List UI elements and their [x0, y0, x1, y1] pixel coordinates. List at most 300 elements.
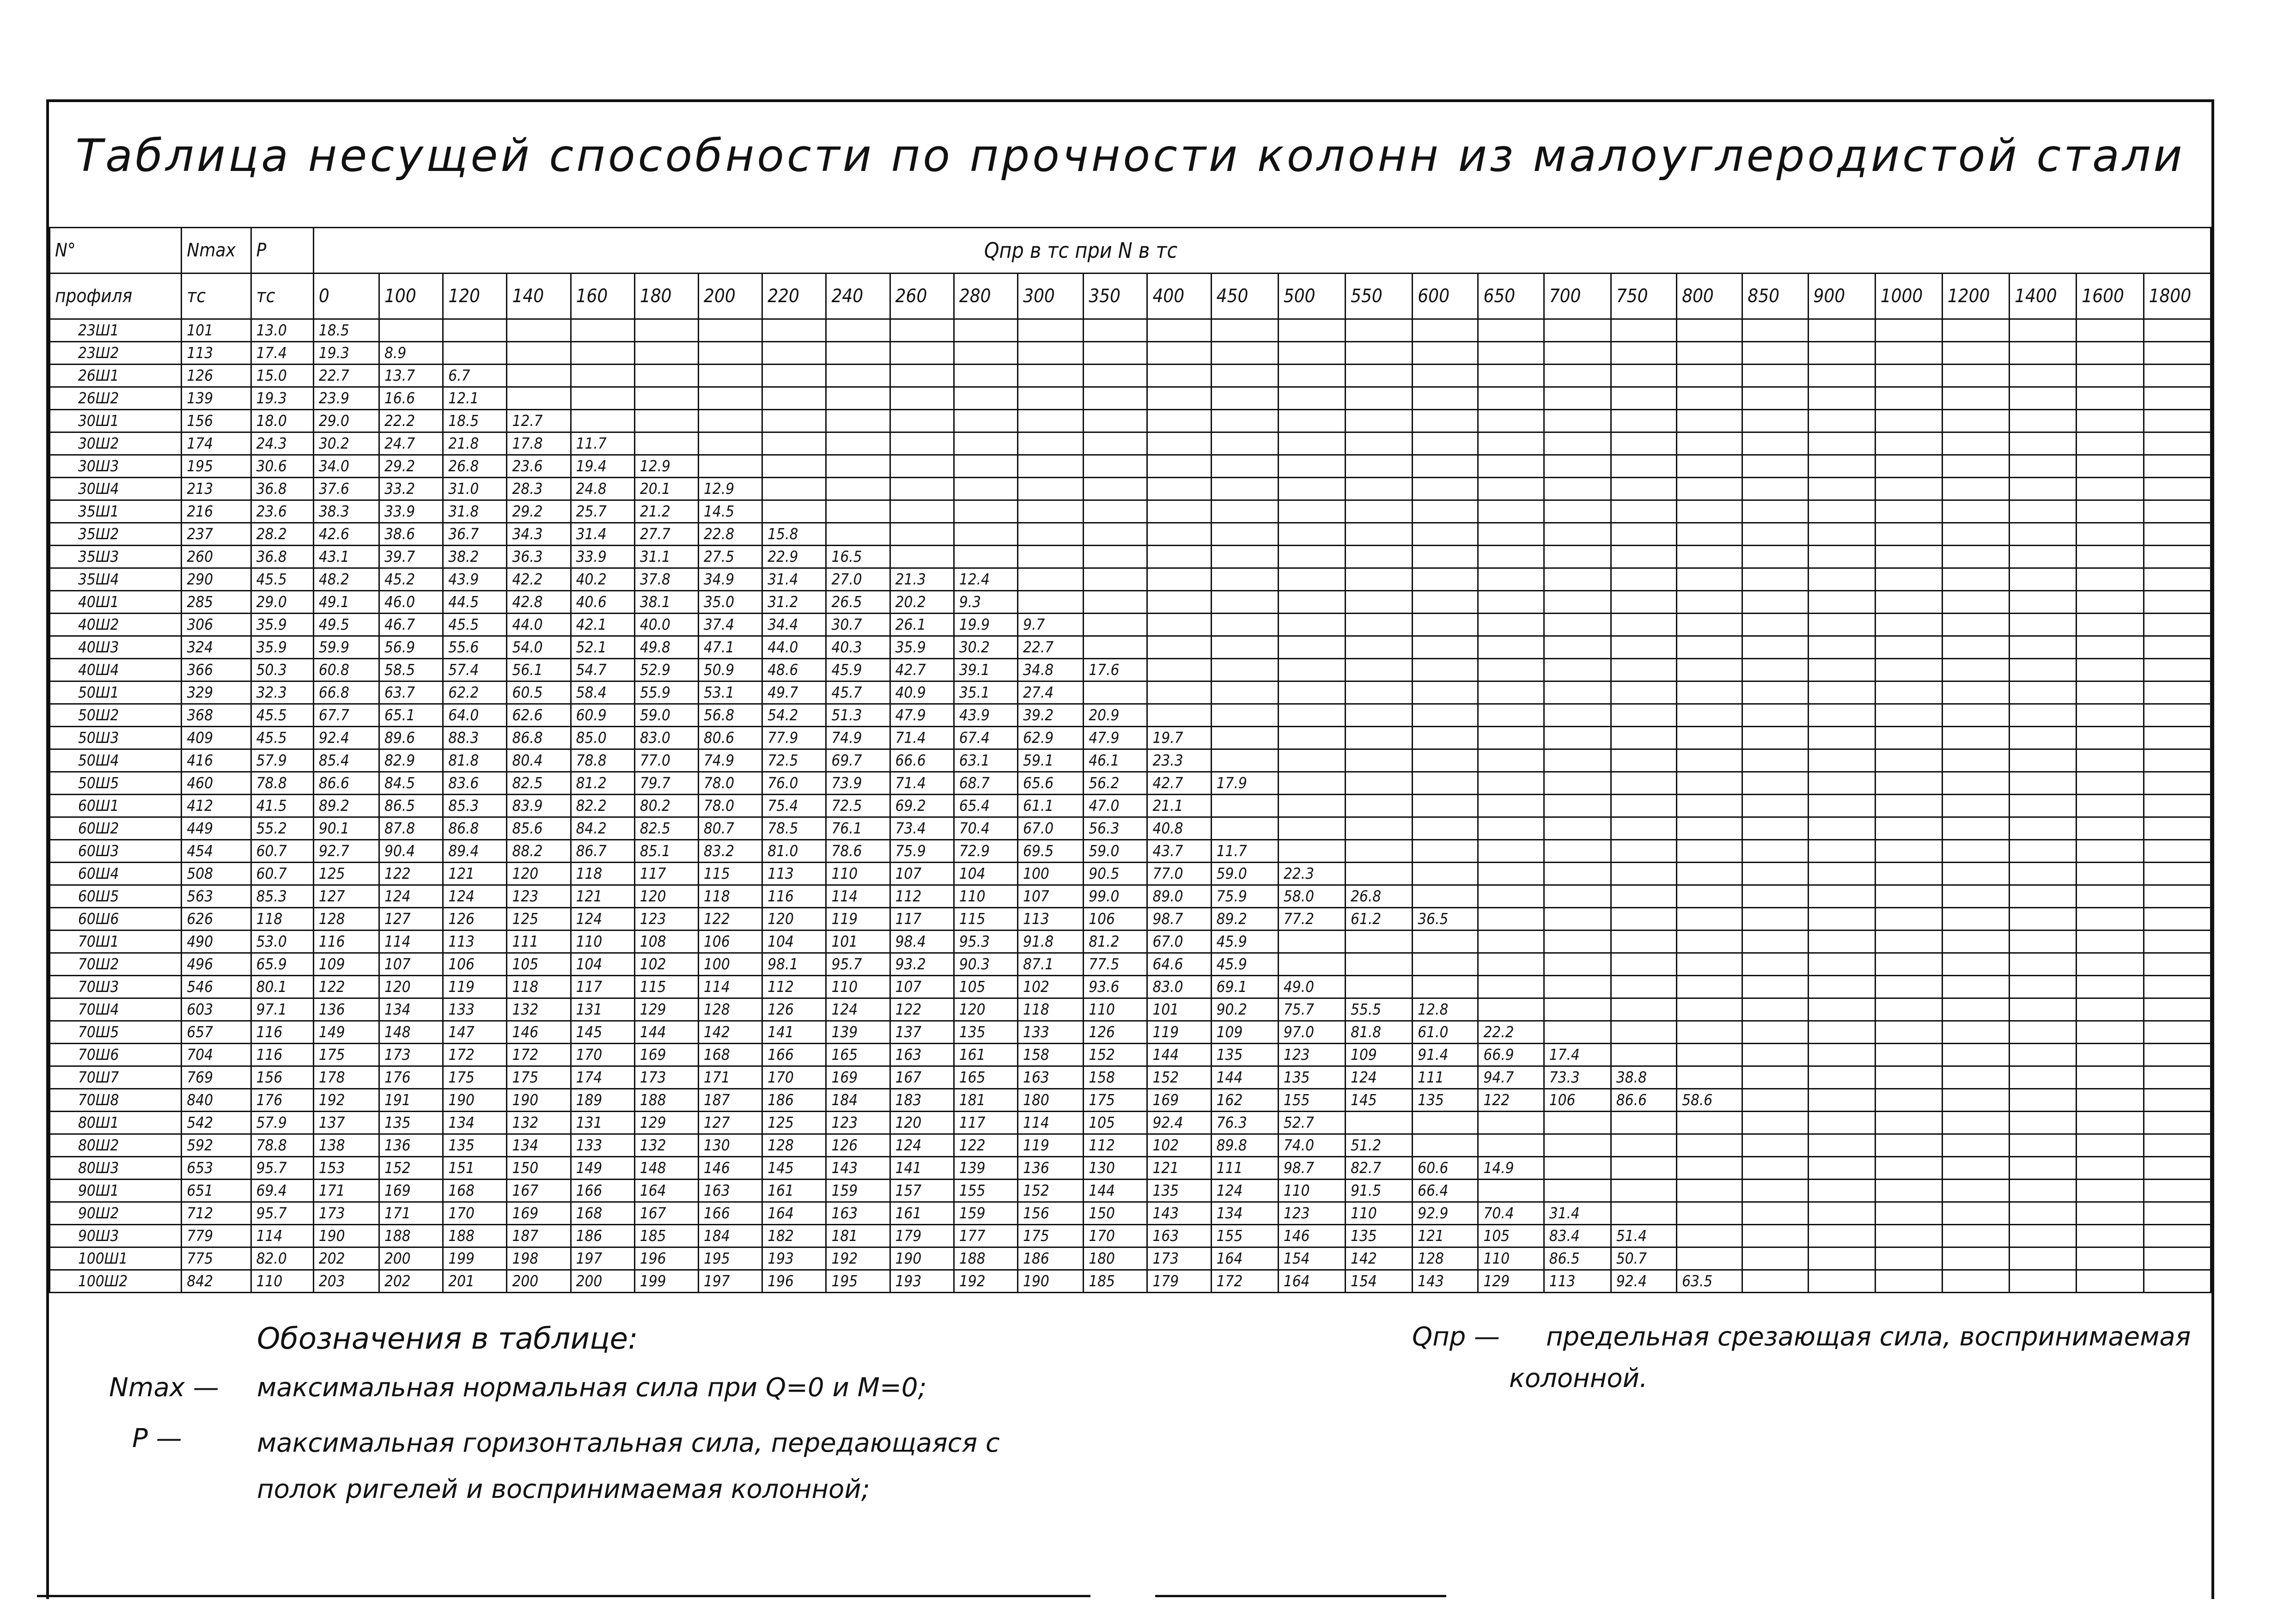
empty-cell	[634, 387, 698, 410]
empty-cell	[1742, 681, 1808, 704]
empty-cell	[1413, 387, 1478, 410]
empty-cell	[1278, 727, 1345, 749]
empty-cell	[2010, 1089, 2077, 1112]
q-cell: 76.0	[762, 772, 826, 795]
empty-cell	[1677, 1225, 1742, 1247]
q-cell: 42.1	[571, 614, 634, 636]
q-cell: 26.1	[890, 614, 954, 636]
empty-cell	[1808, 1112, 1875, 1134]
q-cell: 82.5	[634, 817, 698, 840]
q-cell: 144	[1147, 1044, 1211, 1066]
q-cell: 113	[443, 931, 507, 953]
q-cell: 89.8	[1211, 1134, 1278, 1157]
empty-cell	[1742, 885, 1808, 908]
q-cell: 18.5	[313, 319, 379, 342]
empty-cell	[2077, 1270, 2144, 1293]
q-cell: 146	[1278, 1225, 1345, 1247]
empty-cell	[1611, 998, 1676, 1021]
profile-cell: 70Ш6	[50, 1044, 182, 1066]
empty-cell	[2010, 432, 2077, 455]
q-cell: 149	[313, 1021, 379, 1044]
q-cell: 88.3	[443, 727, 507, 749]
empty-cell	[1942, 749, 2009, 772]
p-cell: 95.7	[251, 1157, 313, 1180]
empty-cell	[2010, 614, 2077, 636]
empty-cell	[1147, 455, 1211, 478]
q-cell: 89.0	[1147, 885, 1211, 908]
empty-cell	[1413, 749, 1478, 772]
empty-cell	[1544, 523, 1611, 546]
q-cell: 121	[571, 885, 634, 908]
q-cell: 40.2	[571, 568, 634, 591]
header-n-26: 1400	[2010, 274, 2077, 319]
empty-cell	[1677, 795, 1742, 817]
q-cell: 174	[571, 1066, 634, 1089]
empty-cell	[1677, 817, 1742, 840]
nmax-cell: 496	[182, 953, 251, 976]
empty-cell	[1278, 931, 1345, 953]
empty-cell	[1084, 387, 1147, 410]
q-cell: 39.2	[1018, 704, 1084, 727]
q-cell: 199	[443, 1247, 507, 1270]
empty-cell	[1413, 432, 1478, 455]
empty-cell	[1808, 817, 1875, 840]
p-cell: 32.3	[251, 681, 313, 704]
q-cell: 120	[379, 976, 443, 998]
q-cell: 83.9	[507, 795, 571, 817]
q-definition-line1: предельная срезающая сила, воспринимаемая	[1546, 1322, 2191, 1352]
q-cell: 187	[507, 1225, 571, 1247]
p-cell: 116	[251, 1021, 313, 1044]
empty-cell	[1808, 636, 1875, 659]
empty-cell	[1808, 1270, 1875, 1293]
empty-cell	[634, 410, 698, 432]
empty-cell	[1211, 546, 1278, 568]
p-cell: 45.5	[251, 727, 313, 749]
empty-cell	[1413, 1112, 1478, 1134]
table-row	[50, 319, 2211, 342]
empty-cell	[1346, 387, 1413, 410]
empty-cell	[1147, 568, 1211, 591]
q-cell: 38.8	[1611, 1066, 1676, 1089]
nmax-cell: 216	[182, 500, 251, 523]
empty-cell	[1278, 704, 1345, 727]
empty-cell	[1808, 500, 1875, 523]
empty-cell	[1808, 342, 1875, 365]
empty-cell	[1808, 1180, 1875, 1202]
empty-cell	[2077, 636, 2144, 659]
empty-cell	[1346, 953, 1413, 976]
q-cell: 40.9	[890, 681, 954, 704]
empty-cell	[1942, 1089, 2009, 1112]
empty-cell	[1875, 863, 1942, 885]
table-row	[50, 410, 2211, 432]
q-cell: 151	[443, 1157, 507, 1180]
empty-cell	[2144, 1089, 2211, 1112]
nmax-cell: 842	[182, 1270, 251, 1293]
empty-cell	[2010, 1202, 2077, 1225]
empty-cell	[1478, 568, 1544, 591]
q-cell: 110	[1346, 1202, 1413, 1225]
empty-cell	[507, 319, 571, 342]
q-cell: 88.2	[507, 840, 571, 863]
table-row	[50, 568, 2211, 591]
q-cell: 12.4	[954, 568, 1017, 591]
q-cell: 171	[699, 1066, 762, 1089]
profile-cell: 70Ш8	[50, 1089, 182, 1112]
q-cell: 85.0	[571, 727, 634, 749]
q-cell: 114	[826, 885, 890, 908]
q-cell: 21.2	[634, 500, 698, 523]
empty-cell	[1544, 727, 1611, 749]
q-cell: 114	[699, 976, 762, 998]
empty-cell	[1544, 772, 1611, 795]
empty-cell	[1942, 908, 2009, 931]
empty-cell	[762, 342, 826, 365]
empty-cell	[2077, 410, 2144, 432]
empty-cell	[1018, 319, 1084, 342]
empty-cell	[2010, 1066, 2077, 1089]
q-cell: 36.7	[443, 523, 507, 546]
q-cell: 118	[1018, 998, 1084, 1021]
empty-cell	[1808, 1157, 1875, 1180]
empty-cell	[1346, 455, 1413, 478]
q-cell: 175	[313, 1044, 379, 1066]
empty-cell	[2144, 568, 2211, 591]
empty-cell	[1478, 704, 1544, 727]
empty-cell	[1544, 681, 1611, 704]
empty-cell	[1942, 410, 2009, 432]
empty-cell	[1742, 1247, 1808, 1270]
q-cell: 126	[826, 1134, 890, 1157]
empty-cell	[1742, 1157, 1808, 1180]
empty-cell	[1611, 1202, 1676, 1225]
q-cell: 135	[1147, 1180, 1211, 1202]
empty-cell	[1742, 636, 1808, 659]
q-cell: 199	[634, 1270, 698, 1293]
q-cell: 83.0	[1147, 976, 1211, 998]
empty-cell	[1875, 1134, 1942, 1157]
q-cell: 83.2	[699, 840, 762, 863]
p-cell: 60.7	[251, 840, 313, 863]
empty-cell	[2144, 795, 2211, 817]
q-cell: 155	[1278, 1089, 1345, 1112]
q-cell: 57.4	[443, 659, 507, 681]
empty-cell	[1677, 908, 1742, 931]
p-cell: 30.6	[251, 455, 313, 478]
empty-cell	[2144, 546, 2211, 568]
q-cell: 90.2	[1211, 998, 1278, 1021]
profile-cell: 30Ш1	[50, 410, 182, 432]
empty-cell	[1478, 795, 1544, 817]
nmax-cell: 329	[182, 681, 251, 704]
q-cell: 135	[954, 1021, 1017, 1044]
q-cell: 28.3	[507, 478, 571, 500]
table-row	[50, 1180, 2211, 1202]
q-cell: 71.4	[890, 727, 954, 749]
empty-cell	[1942, 500, 2009, 523]
q-cell: 97.0	[1278, 1021, 1345, 1044]
q-cell: 27.0	[826, 568, 890, 591]
empty-cell	[1544, 749, 1611, 772]
table-row	[50, 1021, 2211, 1044]
empty-cell	[1808, 546, 1875, 568]
empty-cell	[1677, 885, 1742, 908]
q-cell: 70.4	[954, 817, 1017, 840]
empty-cell	[1875, 681, 1942, 704]
p-cell: 45.5	[251, 568, 313, 591]
empty-cell	[1808, 1021, 1875, 1044]
q-cell: 94.7	[1478, 1066, 1544, 1089]
empty-cell	[1677, 410, 1742, 432]
table-row	[50, 885, 2211, 908]
q-cell: 170	[1084, 1225, 1147, 1247]
empty-cell	[2077, 387, 2144, 410]
empty-cell	[2077, 749, 2144, 772]
empty-cell	[571, 387, 634, 410]
q-cell: 77.0	[634, 749, 698, 772]
table-row	[50, 772, 2211, 795]
empty-cell	[2010, 1021, 2077, 1044]
q-cell: 91.5	[1346, 1180, 1413, 1202]
q-cell: 74.0	[1278, 1134, 1345, 1157]
empty-cell	[2144, 1202, 2211, 1225]
q-cell: 75.9	[1211, 885, 1278, 908]
empty-cell	[1478, 319, 1544, 342]
empty-cell	[2010, 998, 2077, 1021]
empty-cell	[2010, 681, 2077, 704]
q-cell: 29.2	[379, 455, 443, 478]
p-cell: 60.7	[251, 863, 313, 885]
empty-cell	[1611, 1180, 1676, 1202]
empty-cell	[1677, 1157, 1742, 1180]
empty-cell	[1346, 591, 1413, 614]
q-cell: 101	[826, 931, 890, 953]
empty-cell	[1808, 614, 1875, 636]
q-cell: 164	[634, 1180, 698, 1202]
empty-cell	[1084, 636, 1147, 659]
empty-cell	[1875, 546, 1942, 568]
q-cell: 135	[443, 1134, 507, 1157]
q-cell: 122	[1478, 1089, 1544, 1112]
q-cell: 125	[313, 863, 379, 885]
header-n-23: 900	[1808, 274, 1875, 319]
empty-cell	[1278, 953, 1345, 976]
empty-cell	[954, 410, 1017, 432]
q-cell: 119	[1147, 1021, 1211, 1044]
empty-cell	[1611, 342, 1676, 365]
table-row	[50, 1134, 2211, 1157]
empty-cell	[1084, 319, 1147, 342]
p-cell: 35.9	[251, 614, 313, 636]
q-cell: 20.9	[1084, 704, 1147, 727]
empty-cell	[2010, 1247, 2077, 1270]
empty-cell	[1742, 749, 1808, 772]
q-cell: 179	[1147, 1270, 1211, 1293]
q-cell: 107	[890, 863, 954, 885]
q-cell: 135	[1413, 1089, 1478, 1112]
q-cell: 100	[699, 953, 762, 976]
q-cell: 18.5	[443, 410, 507, 432]
p-cell: 19.3	[251, 387, 313, 410]
empty-cell	[1478, 614, 1544, 636]
q-cell: 134	[379, 998, 443, 1021]
empty-cell	[1677, 1134, 1742, 1157]
empty-cell	[1677, 342, 1742, 365]
empty-cell	[1942, 342, 2009, 365]
empty-cell	[2010, 817, 2077, 840]
q-cell: 124	[571, 908, 634, 931]
empty-cell	[1611, 478, 1676, 500]
q-cell: 124	[826, 998, 890, 1021]
q-cell: 62.2	[443, 681, 507, 704]
q-cell: 86.5	[1544, 1247, 1611, 1270]
empty-cell	[1742, 998, 1808, 1021]
empty-cell	[1544, 1134, 1611, 1157]
empty-cell	[762, 478, 826, 500]
q-cell: 202	[379, 1270, 443, 1293]
empty-cell	[1211, 523, 1278, 546]
empty-cell	[1742, 1202, 1808, 1225]
empty-cell	[1278, 319, 1345, 342]
q-cell: 155	[954, 1180, 1017, 1202]
q-cell: 8.9	[379, 342, 443, 365]
empty-cell	[1942, 614, 2009, 636]
q-cell: 92.4	[313, 727, 379, 749]
empty-cell	[1147, 614, 1211, 636]
q-cell: 159	[954, 1202, 1017, 1225]
q-cell: 42.8	[507, 591, 571, 614]
empty-cell	[2077, 704, 2144, 727]
q-cell: 26.5	[826, 591, 890, 614]
q-cell: 16.5	[826, 546, 890, 568]
nmax-cell: 113	[182, 342, 251, 365]
p-cell: 116	[251, 1044, 313, 1066]
table-row	[50, 1270, 2211, 1293]
q-cell: 26.8	[1346, 885, 1413, 908]
q-cell: 171	[313, 1180, 379, 1202]
q-cell: 50.9	[699, 659, 762, 681]
empty-cell	[1611, 1157, 1676, 1180]
empty-cell	[1018, 410, 1084, 432]
empty-cell	[1677, 704, 1742, 727]
q-cell: 91.8	[1018, 931, 1084, 953]
empty-cell	[2144, 885, 2211, 908]
empty-cell	[1346, 840, 1413, 863]
q-cell: 59.9	[313, 636, 379, 659]
q-cell: 45.9	[1211, 953, 1278, 976]
empty-cell	[1611, 749, 1676, 772]
q-cell: 75.9	[890, 840, 954, 863]
q-cell: 144	[1211, 1066, 1278, 1089]
empty-cell	[762, 455, 826, 478]
empty-cell	[1942, 455, 2009, 478]
empty-cell	[954, 365, 1017, 387]
q-cell: 123	[826, 1112, 890, 1134]
empty-cell	[443, 342, 507, 365]
q-cell: 42.7	[1147, 772, 1211, 795]
empty-cell	[1413, 568, 1478, 591]
page-title: Таблица несущей способности по прочности колонн из малоуглеродистой стали	[75, 130, 2185, 182]
empty-cell	[1611, 681, 1676, 704]
q-cell: 170	[571, 1044, 634, 1066]
q-cell: 86.8	[507, 727, 571, 749]
empty-cell	[1278, 523, 1345, 546]
empty-cell	[2077, 681, 2144, 704]
nmax-cell: 657	[182, 1021, 251, 1044]
q-cell: 102	[634, 953, 698, 976]
empty-cell	[1742, 976, 1808, 998]
empty-cell	[2077, 342, 2144, 365]
q-cell: 143	[1147, 1202, 1211, 1225]
empty-cell	[1413, 817, 1478, 840]
q-cell: 117	[890, 908, 954, 931]
q-cell: 164	[762, 1202, 826, 1225]
empty-cell	[1211, 591, 1278, 614]
empty-cell	[1875, 998, 1942, 1021]
empty-cell	[1942, 840, 2009, 863]
profile-cell: 60Ш1	[50, 795, 182, 817]
header-row-2	[50, 274, 2211, 319]
empty-cell	[1677, 1180, 1742, 1202]
nmax-cell: 840	[182, 1089, 251, 1112]
q-cell: 12.7	[507, 410, 571, 432]
empty-cell	[1942, 772, 2009, 795]
empty-cell	[1278, 387, 1345, 410]
q-cell: 107	[379, 953, 443, 976]
q-cell: 133	[1018, 1021, 1084, 1044]
q-cell: 142	[699, 1021, 762, 1044]
empty-cell	[1808, 1202, 1875, 1225]
empty-cell	[1808, 568, 1875, 591]
empty-cell	[1742, 387, 1808, 410]
q-cell: 77.2	[1278, 908, 1345, 931]
empty-cell	[1346, 659, 1413, 681]
q-cell: 124	[443, 885, 507, 908]
q-cell: 52.7	[1278, 1112, 1345, 1134]
q-cell: 110	[1278, 1180, 1345, 1202]
empty-cell	[1942, 1021, 2009, 1044]
empty-cell	[1808, 908, 1875, 931]
empty-cell	[1875, 749, 1942, 772]
q-cell: 173	[379, 1044, 443, 1066]
p-cell: 156	[251, 1066, 313, 1089]
empty-cell	[1544, 568, 1611, 591]
profile-cell: 35Ш2	[50, 523, 182, 546]
q-cell: 90.3	[954, 953, 1017, 976]
empty-cell	[2010, 863, 2077, 885]
empty-cell	[1413, 863, 1478, 885]
empty-cell	[1742, 568, 1808, 591]
q-cell: 31.4	[571, 523, 634, 546]
empty-cell	[1677, 387, 1742, 410]
q-cell: 186	[571, 1225, 634, 1247]
q-cell: 80.4	[507, 749, 571, 772]
empty-cell	[1544, 795, 1611, 817]
q-cell: 74.9	[699, 749, 762, 772]
empty-cell	[1018, 342, 1084, 365]
nmax-cell: 416	[182, 749, 251, 772]
empty-cell	[2010, 455, 2077, 478]
q-cell: 117	[954, 1112, 1017, 1134]
q-cell: 170	[762, 1066, 826, 1089]
q-cell: 50.7	[1611, 1247, 1676, 1270]
nmax-cell: 592	[182, 1134, 251, 1157]
empty-cell	[2010, 1270, 2077, 1293]
q-cell: 67.0	[1147, 931, 1211, 953]
empty-cell	[1211, 795, 1278, 817]
empty-cell	[1278, 546, 1345, 568]
